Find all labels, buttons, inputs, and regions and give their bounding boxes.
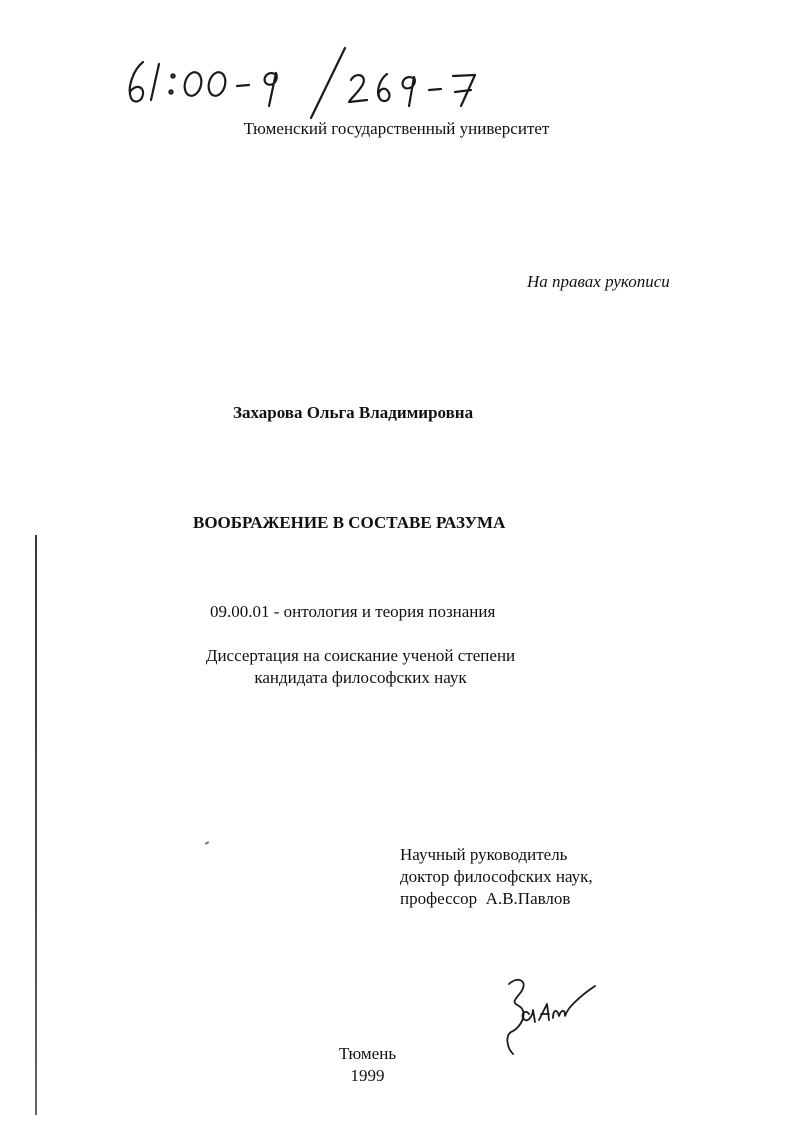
archive-code-text: 61:00-9/269-7	[115, 40, 121, 41]
handwritten-archive-code	[115, 40, 505, 120]
institution-name: Тюменский государственный университет	[243, 119, 550, 138]
footer-city: Тюмень	[338, 1044, 397, 1063]
supervisor-line-1: Научный руководитель	[400, 845, 568, 864]
footer-year: 1999	[350, 1066, 385, 1085]
scan-edge-line	[35, 535, 37, 1115]
author-name: Захарова Ольга Владимировна	[233, 403, 474, 422]
degree-line-1: Диссертация на соискание ученой степени	[205, 646, 516, 665]
supervisor-line-3: профессор А.В.Павлов	[400, 889, 571, 908]
specialty-code: 09.00.01 - онтология и теория познания	[210, 602, 496, 621]
supervisor-line-2: доктор философских наук,	[400, 867, 593, 886]
degree-line-2: кандидата философских наук	[254, 668, 467, 687]
signature-text: Зан	[495, 970, 497, 971]
scan-speck	[205, 841, 209, 845]
rights-note: На правах рукописи	[527, 272, 670, 291]
dissertation-title: ВООБРАЖЕНИЕ В СОСТАВЕ РАЗУМА	[193, 513, 506, 532]
